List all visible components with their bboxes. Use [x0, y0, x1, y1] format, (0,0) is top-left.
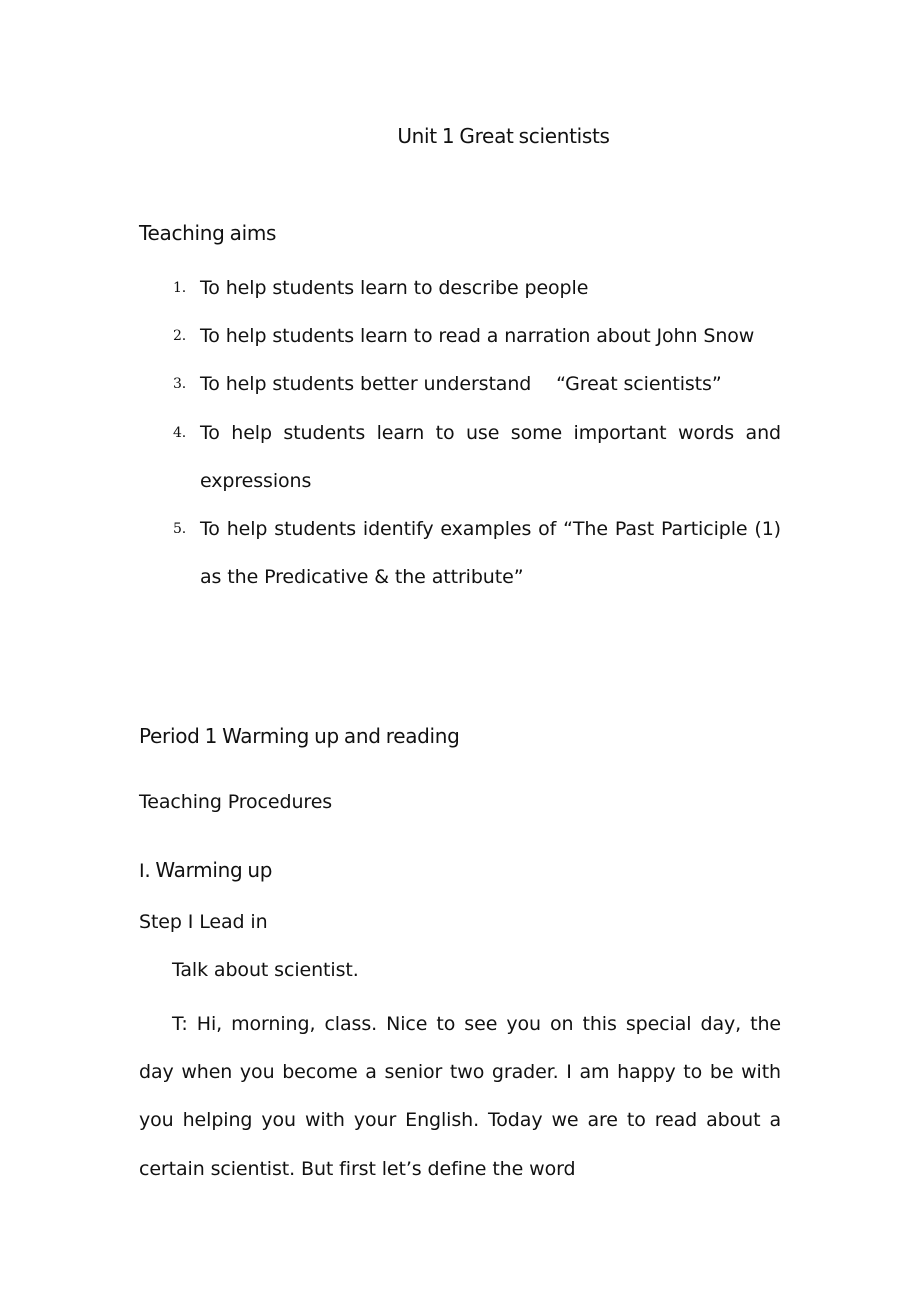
aim-item: [139, 505, 781, 601]
section-number: I: [139, 860, 145, 882]
aim-text: To help students learn to read a narration about John Snow: [200, 325, 755, 348]
aim-number: 1.: [173, 280, 187, 296]
aim-text: To help students identify examples of “The Past Participle (1) as the Predicative & the attribute”: [200, 518, 781, 589]
section-title: . Warming up: [144, 858, 273, 882]
aim-item: [139, 360, 781, 408]
aim-text: To help students learn to describe people: [200, 277, 589, 299]
aim-number: 3.: [173, 376, 187, 393]
aim-number: 5.: [173, 521, 187, 538]
teaching-aims-list: [139, 264, 781, 601]
document-title: Unit 1 Great scientists: [397, 124, 610, 148]
aim-text: To help students better understand “Great scientists”: [200, 373, 722, 396]
teacher-dialogue-paragraph: T: Hi, morning, class. Nice to see you on this special day, the day when you become a senior two grader. I am happy to be with you helping you with your English. Today we are to read about a certain scientist. But first let’s define the word: [139, 1013, 781, 1180]
aim-number: 2.: [173, 328, 187, 345]
aim-number: 4.: [173, 424, 187, 441]
teaching-procedures-label: Teaching Procedures: [139, 791, 333, 813]
aim-item: [139, 409, 781, 505]
section-heading: [139, 858, 272, 882]
aim-item: [139, 264, 781, 312]
step-intro: Talk about scientist.: [172, 959, 359, 981]
period-heading: Period 1 Warming up and reading: [139, 724, 460, 748]
aim-item: [139, 312, 781, 360]
aim-text: To help students learn to use some important words and expressions: [200, 421, 781, 492]
step-heading: Step I Lead in: [139, 911, 268, 933]
teaching-aims-heading: Teaching aims: [139, 221, 277, 245]
